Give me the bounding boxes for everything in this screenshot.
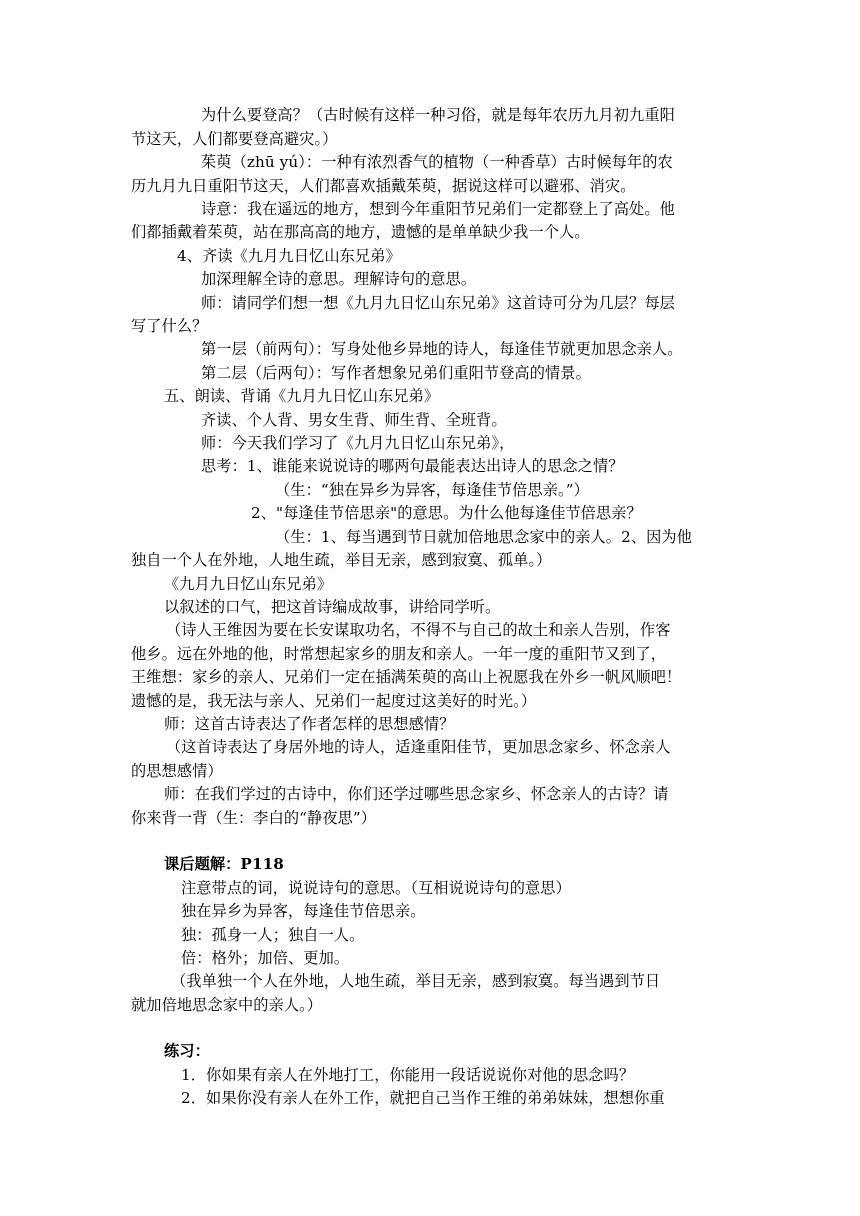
text-line: 注意带点的词，说说诗句的意思。（互相说说诗句的意思） — [181, 879, 571, 897]
section-heading: 课后题解：P118 — [164, 855, 284, 873]
text-line: 写了什么？ — [131, 317, 208, 335]
text-line: 独自一个人在外地，人地生疏，举目无亲，感到寂寞、孤单。） — [131, 551, 552, 569]
text-line: 师：在我们学过的古诗中，你们还学过哪些思念家乡、怀念亲人的古诗？请 — [164, 785, 669, 803]
text-line: 独：孤身一人；独自一人。 — [181, 926, 365, 944]
text-line: 独在异乡为异客，每逢佳节倍思亲。 — [181, 902, 426, 920]
section-heading: 五、朗读、背诵《九月九日忆山东兄弟》 — [164, 387, 440, 405]
text-line: 诗意：我在遥远的地方，想到今年重阳节兄弟们一定都登上了高处。他 — [201, 200, 675, 218]
text-line: 王维想：家乡的亲人、兄弟们一定在插满茱萸的高山上祝愿我在外乡一帆风顺吧！ — [131, 668, 682, 686]
text-line: 2．如果你没有亲人在外工作，就把自己当作王维的弟弟妹妹，想想你重 — [181, 1089, 665, 1107]
text-line: 思考：1、谁能来说说诗的哪两句最能表达出诗人的思念之情？ — [201, 457, 624, 475]
text-line: 1．你如果有亲人在外地打工，你能用一段话说说你对他的思念吗？ — [181, 1066, 635, 1084]
text-line: 的思想感情） — [131, 762, 223, 780]
text-line: 就加倍地思念家中的亲人。） — [131, 996, 323, 1014]
text-line: 4、齐读《九月九日忆山东兄弟》 — [177, 247, 401, 265]
text-line: 师：今天我们学习了《九月九日忆山东兄弟》， — [201, 434, 515, 452]
text-line: 节这天，人们都要登高避灾。） — [131, 130, 338, 148]
text-line: 为什么要登高？（古时候有这样一种习俗，就是每年农历九月初九重阳 — [201, 106, 675, 124]
text-line: 师：请同学们想一想《九月九日忆山东兄弟》这首诗可分为几层？每层 — [201, 294, 675, 312]
text-line: （诗人王维因为要在长安谋取功名，不得不与自己的故土和亲人告别，作客 — [166, 621, 671, 639]
text-line: 第一层（前两句）：写身处他乡异地的诗人，每逢佳节就更加思念亲人。 — [201, 340, 683, 358]
text-line: 茱萸（zhū yú）：一种有浓烈香气的植物（一种香草）古时候每年的农 — [201, 153, 673, 171]
text-line: 2、"每逢佳节倍思亲"的意思。为什么他每逢佳节倍思亲？ — [251, 504, 642, 522]
text-line: （生：“独在异乡为异客，每逢佳节倍思亲。”） — [275, 481, 589, 499]
text-line: 以叙述的口气，把这首诗编成故事，讲给同学听。 — [164, 598, 501, 616]
text-line: 第二层（后两句）：写作者想象兄弟们重阳节登高的情景。 — [201, 364, 591, 382]
text-line: 遗憾的是，我无法与亲人、兄弟们一起度过这美好的时光。） — [131, 692, 537, 710]
text-line: （我单独一个人在外地，人地生疏，举目无亲，感到寂寞。每当遇到节日 — [171, 972, 661, 990]
text-line: 加深理解全诗的意思。理解诗句的意思。 — [201, 270, 477, 288]
text-line: 倍：格外；加倍、更加。 — [181, 949, 350, 967]
text-line: 《九月九日忆山东兄弟》 — [164, 575, 333, 593]
section-heading: 练习： — [164, 1042, 210, 1060]
text-line: （生：1、每当遇到节日就加倍地思念家中的亲人。2、因为他 — [275, 528, 693, 546]
text-line: 他乡。远在外地的他，时常想起家乡的朋友和亲人。一年一度的重阳节又到了， — [131, 645, 667, 663]
text-line: 历九月九日重阳节这天，人们都喜欢插戴茱萸，据说这样可以避邪、消灾。 — [131, 177, 636, 195]
text-line: 你来背一背（生：李白的“静夜思”） — [131, 809, 377, 827]
text-line: 们都插戴着茱萸，站在那高高的地方，遗憾的是单单缺少我一个人。 — [131, 223, 590, 241]
text-line: 师：这首古诗表达了作者怎样的思想感情？ — [164, 715, 455, 733]
text-line: 齐读、个人背、男女生背、师生背、全班背。 — [201, 411, 507, 429]
text-line: （这首诗表达了身居外地的诗人，适逢重阳佳节，更加思念家乡、怀念亲人 — [166, 738, 671, 756]
